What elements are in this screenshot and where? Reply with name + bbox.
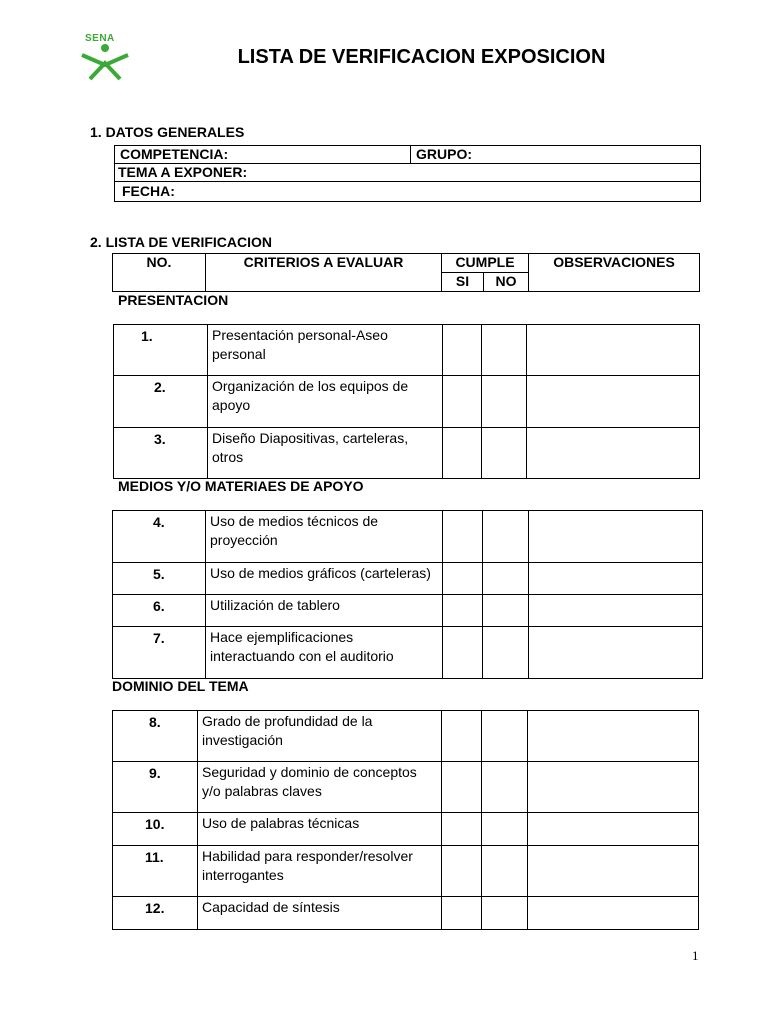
row-number: 9. [113, 762, 198, 813]
observaciones-cell[interactable] [529, 511, 703, 563]
no-cell[interactable] [482, 376, 527, 428]
table-row [113, 711, 699, 762]
observaciones-cell[interactable] [528, 762, 699, 813]
si-cell[interactable] [443, 376, 482, 428]
table-row [113, 846, 699, 897]
no-cell[interactable] [483, 563, 529, 595]
table-row [113, 563, 703, 595]
tema-label: TEMA A EXPONER: [118, 164, 248, 180]
row-criterio: Capacidad de síntesis [198, 897, 442, 930]
row-criterio: Uso de medios técnicos de proyección [206, 511, 443, 563]
page-number: 1 [692, 948, 699, 963]
table-row [113, 595, 703, 627]
row-number: 1. [114, 325, 208, 376]
table-row [113, 511, 703, 563]
no-cell[interactable] [483, 627, 529, 679]
no-cell[interactable] [482, 325, 527, 376]
tema-field[interactable] [115, 164, 701, 182]
si-cell[interactable] [442, 846, 482, 897]
col-no-header: NO. [113, 254, 206, 292]
no-cell[interactable] [482, 428, 527, 479]
no-cell[interactable] [482, 897, 528, 930]
row-number: 3. [114, 428, 208, 479]
row-criterio: Diseño Diapositivas, carteleras, otros [208, 428, 443, 479]
observaciones-cell[interactable] [529, 563, 703, 595]
observaciones-cell[interactable] [528, 813, 699, 846]
row-criterio: Grado de profundidad de la investigación [198, 711, 442, 762]
table-row [114, 428, 700, 479]
table-row [114, 325, 700, 376]
page-title: LISTA DE VERIFICACION EXPOSICION [237, 46, 606, 68]
sena-logo-text: SENA [85, 33, 115, 44]
table-row [113, 813, 699, 846]
observaciones-cell[interactable] [529, 627, 703, 679]
row-criterio: Uso de medios gráficos (carteleras) [206, 563, 443, 595]
no-cell[interactable] [482, 846, 528, 897]
observaciones-cell[interactable] [527, 325, 700, 376]
si-cell[interactable] [443, 595, 483, 627]
observaciones-cell[interactable] [527, 376, 700, 428]
section-1-heading: 1. DATOS GENERALES [90, 124, 245, 140]
si-cell[interactable] [443, 627, 483, 679]
row-number: 11. [113, 846, 198, 897]
row-criterio: Uso de palabras técnicas [198, 813, 442, 846]
checklist-header-table [112, 253, 700, 292]
si-cell[interactable] [443, 511, 483, 563]
observaciones-cell[interactable] [528, 711, 699, 762]
si-cell[interactable] [443, 563, 483, 595]
general-data-table [114, 145, 701, 202]
row-criterio: Presentación personal-Aseo personal [208, 325, 443, 376]
no-cell[interactable] [482, 813, 528, 846]
group-title-dominio: DOMINIO DEL TEMA [112, 678, 249, 694]
grupo-field[interactable] [411, 146, 701, 164]
col-criterios-header: CRITERIOS A EVALUAR [206, 254, 442, 292]
observaciones-cell[interactable] [528, 897, 699, 930]
si-cell[interactable] [442, 762, 482, 813]
row-criterio: Seguridad y dominio de conceptos y/o palabras claves [198, 762, 442, 813]
no-cell[interactable] [483, 511, 529, 563]
group-title-medios: MEDIOS Y/O MATERIAES DE APOYO [118, 478, 364, 494]
table-row [113, 762, 699, 813]
row-criterio: Hace ejemplificaciones interactuando con el auditorio [206, 627, 443, 679]
row-number: 12. [113, 897, 198, 930]
si-cell[interactable] [442, 897, 482, 930]
row-number: 4. [113, 511, 206, 563]
group-table-presentacion [113, 324, 700, 479]
col-observaciones-header: OBSERVACIONES [529, 254, 700, 292]
row-criterio: Utilización de tablero [206, 595, 443, 627]
grupo-label: GRUPO: [416, 146, 472, 162]
si-cell[interactable] [443, 428, 482, 479]
group-table-dominio [112, 710, 699, 930]
col-cumple-header: CUMPLE [442, 254, 529, 273]
section-2-heading: 2. LISTA DE VERIFICACION [90, 234, 273, 250]
no-cell[interactable] [483, 595, 529, 627]
table-row [114, 376, 700, 428]
row-number: 7. [113, 627, 206, 679]
fecha-label: FECHA: [122, 183, 175, 199]
table-row [113, 897, 699, 930]
row-number: 8. [113, 711, 198, 762]
row-number: 2. [114, 376, 208, 428]
observaciones-cell[interactable] [528, 846, 699, 897]
si-cell[interactable] [442, 711, 482, 762]
table-row [113, 627, 703, 679]
no-cell[interactable] [482, 762, 528, 813]
group-table-medios [112, 510, 703, 679]
si-cell[interactable] [442, 813, 482, 846]
observaciones-cell[interactable] [527, 428, 700, 479]
col-si-header: SI [442, 273, 484, 292]
row-criterio: Habilidad para responder/resolver interrogantes [198, 846, 442, 897]
fecha-field[interactable] [115, 182, 701, 202]
row-number: 6. [113, 595, 206, 627]
no-cell[interactable] [482, 711, 528, 762]
col-no-sub-header: NO [484, 273, 529, 292]
row-number: 5. [113, 563, 206, 595]
row-criterio: Organización de los equipos de apoyo [208, 376, 443, 428]
row-number: 10. [113, 813, 198, 846]
si-cell[interactable] [443, 325, 482, 376]
observaciones-cell[interactable] [529, 595, 703, 627]
group-title-presentacion: PRESENTACION [118, 292, 229, 308]
competencia-label: COMPETENCIA: [120, 146, 229, 162]
competencia-field[interactable] [115, 146, 411, 164]
